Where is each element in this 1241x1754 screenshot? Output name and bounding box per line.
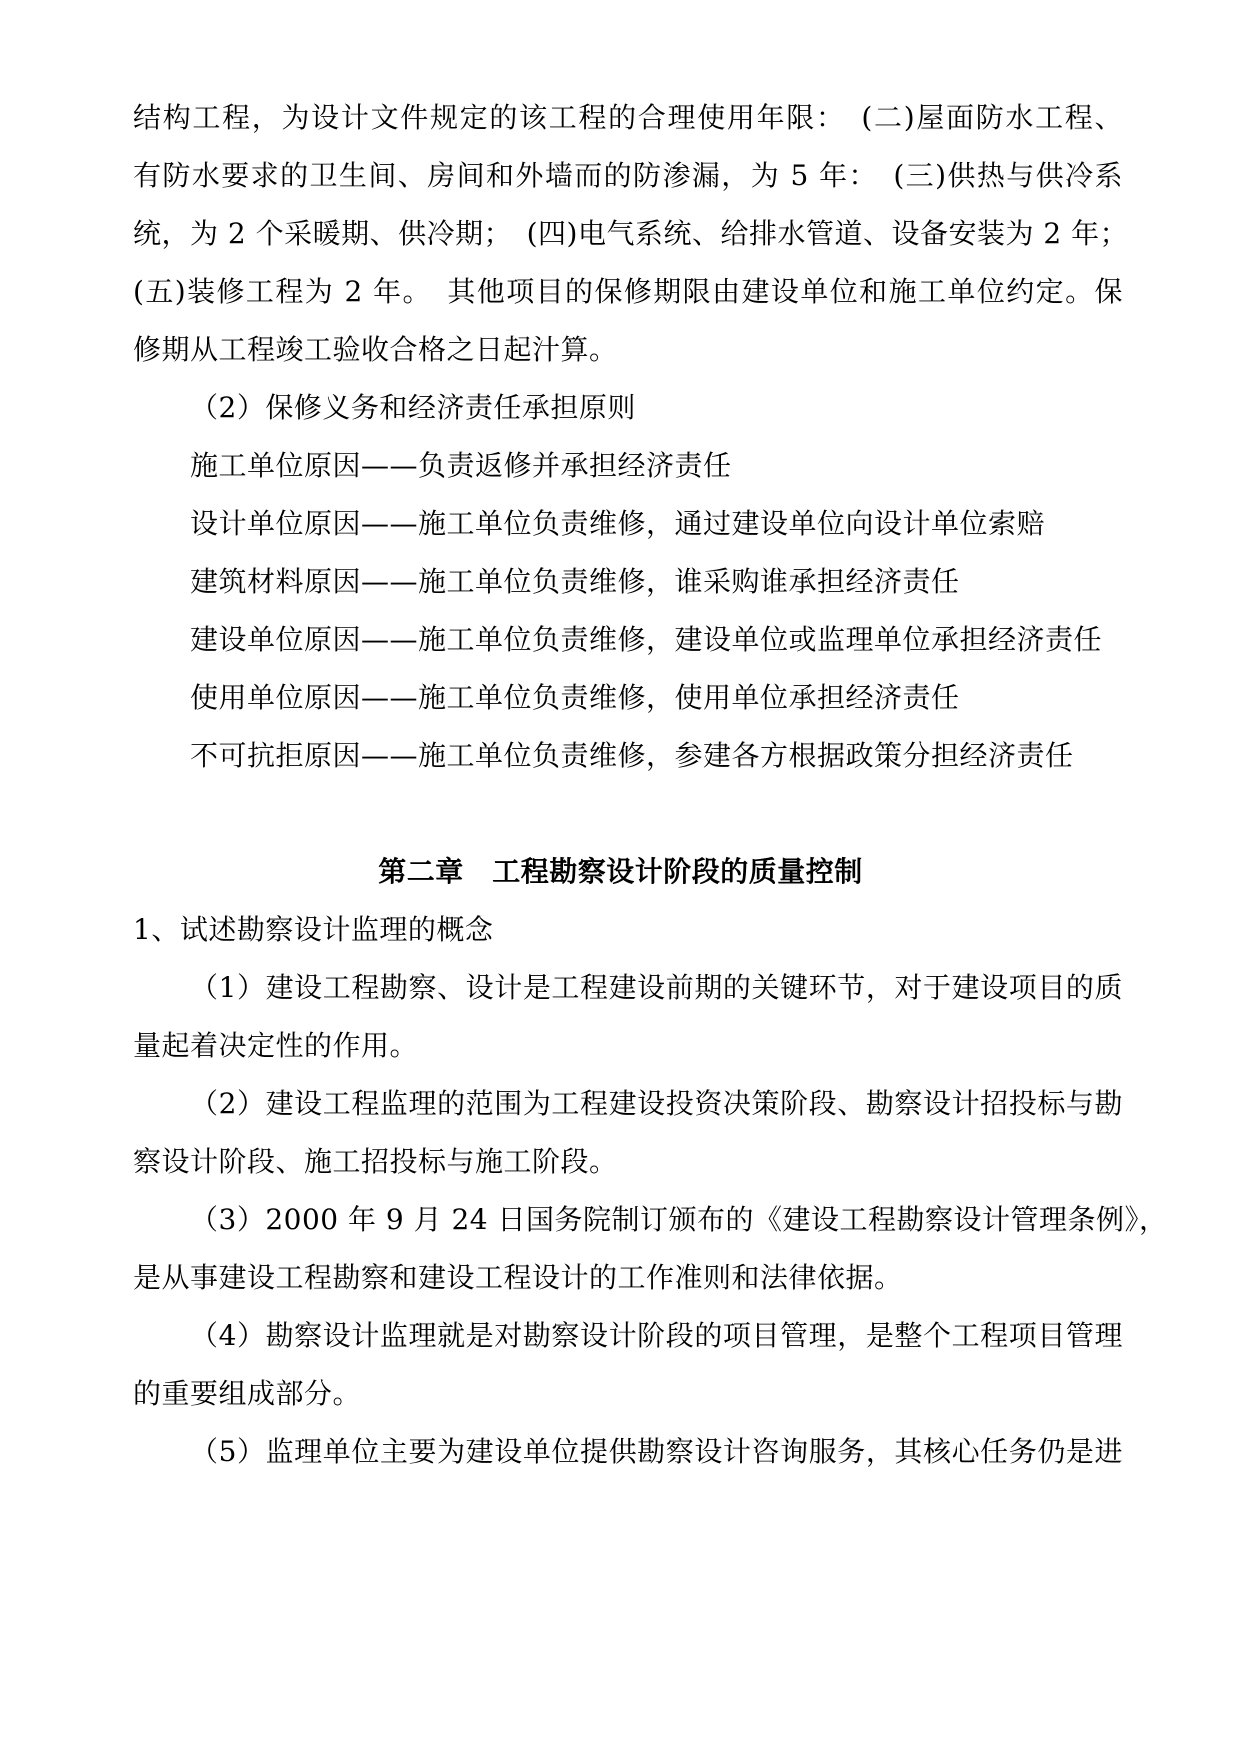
paragraph-line: 修期从工程竣工验收合格之日起汁算。: [133, 333, 618, 366]
paragraph-line: (五)装修工程为 2 年。 其他项目的保修期限由建设单位和施工单位约定。保: [133, 275, 1123, 308]
list-item: 不可抗拒原因——施工单位负责维修，参建各方根据政策分担经济责任: [190, 739, 1074, 772]
paragraph-line: 的重要组成部分。: [133, 1377, 362, 1410]
paragraph-line: 统，为 2 个采暖期、供冷期； (四)电气系统、给排水管道、设备安装为 2 年；: [133, 217, 1129, 250]
list-item: 使用单位原因——施工单位负责维修，使用单位承担经济责任: [190, 681, 960, 714]
list-item: 施工单位原因——负责返修并承担经济责任: [190, 449, 732, 482]
list-item: 建设单位原因——施工单位负责维修，建设单位或监理单位承担经济责任: [190, 623, 1103, 656]
paragraph-line: 量起着决定性的作用。: [133, 1029, 419, 1062]
paragraph-line: （4）勘察设计监理就是对勘察设计阶段的项目管理，是整个工程项目管理: [190, 1319, 1123, 1352]
paragraph-line: （2）建设工程监理的范围为工程建设投资决策阶段、勘察设计招投标与勘: [190, 1087, 1123, 1120]
paragraph-line: 是从事建设工程勘察和建设工程设计的工作准则和法律依据。: [133, 1261, 903, 1294]
paragraph-line: 察设计阶段、施工招投标与施工阶段。: [133, 1145, 618, 1178]
paragraph-line: 结构工程，为设计文件规定的该工程的合理使用年限： (二)屋面防水工程、: [133, 101, 1123, 134]
chapter-title: 第二章 工程勘察设计阶段的质量控制: [378, 855, 863, 888]
list-item: 设计单位原因——施工单位负责维修，通过建设单位向设计单位索赔: [190, 507, 1046, 540]
question-heading: 1、试述勘察设计监理的概念: [133, 913, 494, 946]
paragraph-line: （3）2000 年 9 月 24 日国务院制订颁布的《建设工程勘察设计管理条例》，: [190, 1203, 1168, 1236]
paragraph-line: 有防水要求的卫生间、房间和外墙而的防渗漏，为 5 年： (三)供热与供冷系: [133, 159, 1123, 192]
paragraph-line: （5）监理单位主要为建设单位提供勘察设计咨询服务，其核心任务仍是进: [190, 1435, 1123, 1468]
section-title: （2）保修义务和经济责任承担原则: [190, 391, 636, 424]
list-item: 建筑材料原因——施工单位负责维修，谁采购谁承担经济责任: [190, 565, 960, 598]
paragraph-line: （1）建设工程勘察、设计是工程建设前期的关键环节，对于建设项目的质: [190, 971, 1123, 1004]
